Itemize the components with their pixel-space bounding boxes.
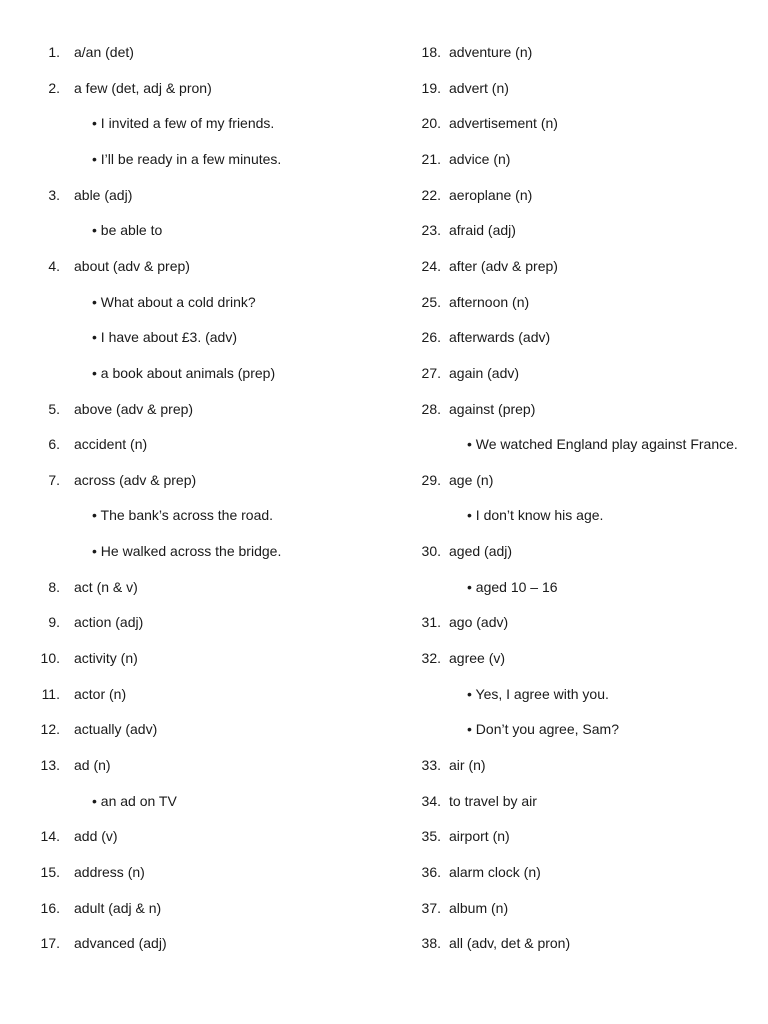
word-entry (0, 648, 360, 668)
entry-word: alarm clock (n) (449, 863, 541, 880)
entry-word: actually (adv) (74, 721, 158, 738)
word-entry (375, 470, 768, 490)
word-entry (0, 719, 360, 739)
word-entry (0, 256, 360, 276)
entry-number: 28. (421, 400, 441, 417)
entry-word: able (adj) (74, 186, 133, 203)
example-line (375, 434, 768, 454)
example-line (0, 113, 360, 133)
entry-number: 10. (40, 650, 60, 666)
entry-number: 36. (421, 863, 441, 880)
entry-word: activity (n) (74, 650, 138, 666)
example-text: • Don’t you agree, Sam? (467, 721, 619, 738)
example-text: • an ad on TV (92, 792, 177, 809)
entry-number: 19. (421, 79, 441, 96)
example-line (0, 541, 360, 561)
example-line (0, 791, 360, 811)
entry-word: advice (n) (449, 150, 511, 167)
word-entry (0, 933, 360, 953)
word-entry (375, 826, 768, 846)
word-entry (0, 612, 360, 632)
example-line (375, 505, 768, 525)
word-entry (375, 149, 768, 169)
entry-number: 24. (421, 257, 441, 274)
entry-word: ad (n) (74, 757, 111, 773)
word-entry (0, 898, 360, 918)
entry-number: 21. (421, 150, 441, 167)
example-text: • a book about animals (prep) (92, 364, 276, 381)
example-text: • be able to (92, 222, 163, 239)
entry-word: actor (n) (74, 685, 127, 702)
entry-word: add (v) (74, 828, 118, 845)
entry-word: act (n & v) (74, 578, 138, 595)
entry-word: afternoon (n) (449, 293, 530, 310)
entry-number: 11. (41, 685, 60, 702)
word-entry (375, 327, 768, 347)
entry-number: 2. (48, 79, 60, 96)
entry-word: again (adv) (449, 364, 520, 381)
word-entry (0, 185, 360, 205)
entry-word: airport (n) (449, 828, 510, 845)
entry-number: 13. (40, 757, 60, 773)
entry-number: 32. (421, 650, 441, 666)
entry-number: 29. (421, 471, 441, 488)
example-text: • I don’t know his age. (467, 507, 604, 524)
example-line (375, 577, 768, 597)
entry-number: 25. (421, 293, 441, 310)
entry-number: 9. (48, 614, 60, 631)
example-text: • I’ll be ready in a few minutes. (92, 150, 282, 167)
word-entry (0, 434, 360, 454)
entry-number: 8. (48, 578, 60, 595)
entry-number: 27. (421, 364, 441, 381)
example-line (0, 505, 360, 525)
word-entry (0, 577, 360, 597)
entry-number: 22. (421, 186, 441, 203)
word-entry (375, 791, 768, 811)
example-text: • aged 10 – 16 (467, 578, 558, 595)
entry-number: 1. (48, 44, 60, 60)
entry-number: 12. (40, 721, 60, 738)
word-entry (0, 470, 360, 490)
entry-word: about (adv & prep) (74, 257, 190, 274)
entry-word: air (n) (449, 757, 486, 773)
entry-number: 23. (421, 222, 441, 239)
word-entry (375, 220, 768, 240)
word-entry (375, 185, 768, 205)
entry-number: 5. (48, 400, 60, 417)
entry-number: 35. (421, 828, 441, 845)
entry-word: agree (v) (449, 650, 506, 666)
example-line (0, 292, 360, 312)
word-entry (375, 78, 768, 98)
example-text: • The bank’s across the road. (92, 507, 274, 524)
entry-number: 17. (40, 935, 60, 952)
entry-number: 4. (48, 257, 60, 274)
entry-number: 31. (421, 614, 441, 631)
word-entry (375, 541, 768, 561)
example-line (0, 220, 360, 240)
entry-number: 15. (40, 863, 60, 880)
entry-number: 34. (421, 792, 441, 809)
word-entry (375, 113, 768, 133)
entry-word: ago (adv) (449, 614, 509, 631)
entry-number: 14. (40, 828, 60, 845)
entry-word: aeroplane (n) (449, 186, 533, 203)
entry-word: to travel by air (449, 792, 537, 809)
example-text: • I have about £3. (adv) (92, 329, 237, 346)
word-entry (375, 256, 768, 276)
entry-number: 33. (421, 757, 441, 773)
entry-word: across (adv & prep) (74, 471, 197, 488)
example-text: • We watched England play against France. (467, 436, 738, 453)
word-entry (0, 78, 360, 98)
example-line (375, 684, 768, 704)
entry-word: a/an (det) (74, 44, 134, 60)
word-entry (375, 648, 768, 668)
example-text: • I invited a few of my friends. (92, 115, 275, 132)
example-text: • Yes, I agree with you. (467, 685, 609, 702)
word-entry (375, 862, 768, 882)
entry-word: above (adv & prep) (74, 400, 194, 417)
entry-number: 7. (48, 471, 60, 488)
word-entry (0, 684, 360, 704)
word-entry (375, 755, 768, 775)
entry-number: 37. (421, 899, 441, 916)
word-entry (375, 399, 768, 419)
entry-word: aged (adj) (449, 543, 513, 560)
entry-word: accident (n) (74, 436, 148, 453)
example-line (0, 149, 360, 169)
entry-number: 6. (48, 436, 60, 453)
entry-word: address (n) (74, 863, 145, 880)
word-entry (0, 399, 360, 419)
entry-number: 20. (421, 115, 441, 132)
entry-number: 30. (421, 543, 441, 560)
entry-word: age (n) (449, 471, 494, 488)
example-line (0, 327, 360, 347)
entry-word: afterwards (adv) (449, 329, 551, 346)
word-entry (375, 42, 768, 62)
example-line (375, 719, 768, 739)
entry-word: adult (adj & n) (74, 899, 162, 916)
entry-word: advertisement (n) (449, 115, 558, 132)
entry-number: 38. (421, 935, 441, 952)
example-text: • He walked across the bridge. (92, 543, 282, 560)
entry-number: 3. (48, 186, 60, 203)
word-entry (0, 755, 360, 775)
word-entry (375, 612, 768, 632)
entry-number: 16. (40, 899, 60, 916)
entry-word: a few (det, adj & pron) (74, 79, 212, 96)
entry-word: against (prep) (449, 400, 536, 417)
entry-word: afraid (adj) (449, 222, 516, 239)
word-entry (375, 292, 768, 312)
example-text: • What about a cold drink? (92, 293, 256, 310)
word-entry (0, 862, 360, 882)
entry-word: action (adj) (74, 614, 144, 631)
entry-word: album (n) (449, 899, 509, 916)
entry-number: 26. (421, 329, 441, 346)
word-entry (0, 826, 360, 846)
word-entry (375, 363, 768, 383)
word-entry (0, 42, 360, 62)
entry-word: after (adv & prep) (449, 257, 558, 274)
entry-word: all (adv, det & pron) (449, 935, 571, 952)
entry-word: advanced (adj) (74, 935, 167, 952)
word-entry (375, 898, 768, 918)
entry-number: 18. (421, 44, 441, 60)
entry-word: adventure (n) (449, 44, 533, 60)
word-entry (375, 933, 768, 953)
example-line (0, 363, 360, 383)
entry-word: advert (n) (449, 79, 509, 96)
